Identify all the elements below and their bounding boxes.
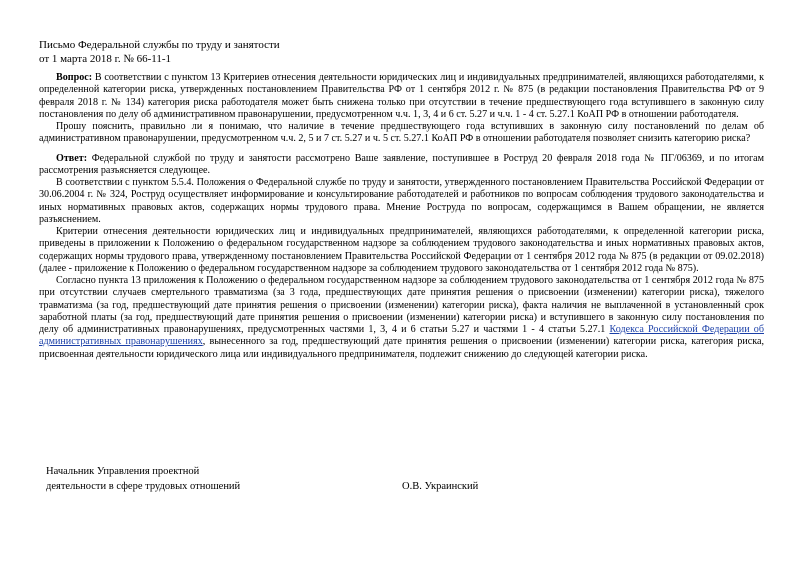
signature-position-line1: Начальник Управления проектной — [46, 466, 200, 477]
signature-name: О.В. Украинский — [402, 481, 479, 492]
answer-label: Ответ: — [56, 152, 88, 164]
letter-title: Письмо Федеральной службы по труду и занятости — [39, 39, 280, 51]
question-text: В соответствии с пунктом 13 Критериев отнесения деятельности юридических лиц и индивидуальных предпринимателей, являющихся работодателями, к определенной категории риска, утвержденных постановлением Правительства РФ от 1 сентября 2012 г. № 875 (в редакции постановления Правительства РФ от 9 февраля 2018 г. № 134) категория риска работодателя может быть снижена только при отсутствии в течение предшествующего года вступившего в законную силу постановления по делу об административном правонарушении, предусмотренном ч.ч. 1, 3, 4 и 6 ст. 5.27 и ч.ч. 1 - 4 ст. 5.27.1 КоАП РФ в отношении работодателя. — [39, 72, 764, 120]
question-paragraph — [39, 72, 764, 121]
signature-position-line2: деятельности в сфере трудовых отношений — [46, 480, 241, 492]
answer-p4-start: Согласно пункта 13 приложения к Положению о федеральном государственном надзоре за соблюдением трудового законодательства от 1 сентября 2012 года № 875 при отсутствии случаев смертельного травматизма (за 3 года, предшествующих дате принятия решения о присвоении (изменении) категории риска), тяжелого травматизма (за год, предшествующий дате принятия решения о присвоении (изменении) категории риска), факта наличия не выплаченной в установленный срок заработной платы (за год, предшествующий дате принятия решения о присвоении (изменении) категории риска) и вступившего в законную силу постановления по делу об административных правонарушениях, предусмотренных частями 1, 3, 4 и 6 статьи 5.27 и частями 1 - 4 статьи 5.27.1 — [39, 275, 764, 335]
answer-text: Федеральной службой по труду и занятости рассмотрено Ваше заявление, поступившее в Роструд 20 февраля 2018 года № ПГ/06369, и по итогам рассмотрения разъясняется следующее. — [39, 152, 764, 176]
question-clarification: Прошу пояснить, правильно ли я понимаю, что наличие в течение предшествующего года вступивших в законную силу постановлений по делам об административном правонарушении, предусмотренном ч.ч. 2, 5 и 7 ст. 5.27 и ч. 5 ст. 5.27.1 КоАП РФ в отношении работодателя позволяет снизить категорию риска? — [39, 121, 764, 145]
letter-body — [39, 72, 764, 361]
answer-paragraph-4 — [39, 275, 764, 361]
letter-date-number: от 1 марта 2018 г. № 66-11-1 — [39, 53, 172, 65]
signature-position — [46, 465, 240, 494]
answer-p4-end: , вынесенного за год, предшествующий дате принятия решения о присвоении (изменении) категории риска, категория риска, присвоенная деятельности юридического лица или индивидуального предпринимателя, подлежит снижению до следующей категории риска. — [39, 336, 764, 360]
answer-paragraph-2: В соответствии с пунктом 5.5.4. Положения о Федеральной службе по труду и занятости, утвержденного постановлением Правительства Российской Федерации от 30.06.2004 г. № 324, Роструд осуществляет информирование и консультирование работодателей и работников по вопросам соблюдения трудового законодательства и иных нормативных правовых актов, содержащих нормы трудового права. Мнение Роструда по вопросам, содержащимся в Вашем обращении, не является разъяснением. — [39, 177, 764, 225]
question-label: Вопрос: — [56, 72, 93, 83]
letter-header — [39, 38, 280, 66]
answer-paragraph-3: Критерии отнесения деятельности юридических лиц и индивидуальных предпринимателей, являющихся работодателями, к определенной категории риска, приведены в приложении к Положению о федеральном государственном надзоре за соблюдением трудового законодательства и иных нормативных правовых актов, содержащих нормы трудового права, утвержденному постановлением Правительства Российской Федерации от 1 сентября 2012 года № 875 (в редакции от 09.02.2018) (далее - приложение к Положению о федеральном государственном надзоре за соблюдением трудового законодательства от 1 сентября 2012 года № 875). — [39, 226, 764, 274]
answer-paragraph — [39, 153, 764, 178]
koap-link[interactable]: Кодекса Российской Федерации об административных правонарушениях — [39, 324, 764, 348]
